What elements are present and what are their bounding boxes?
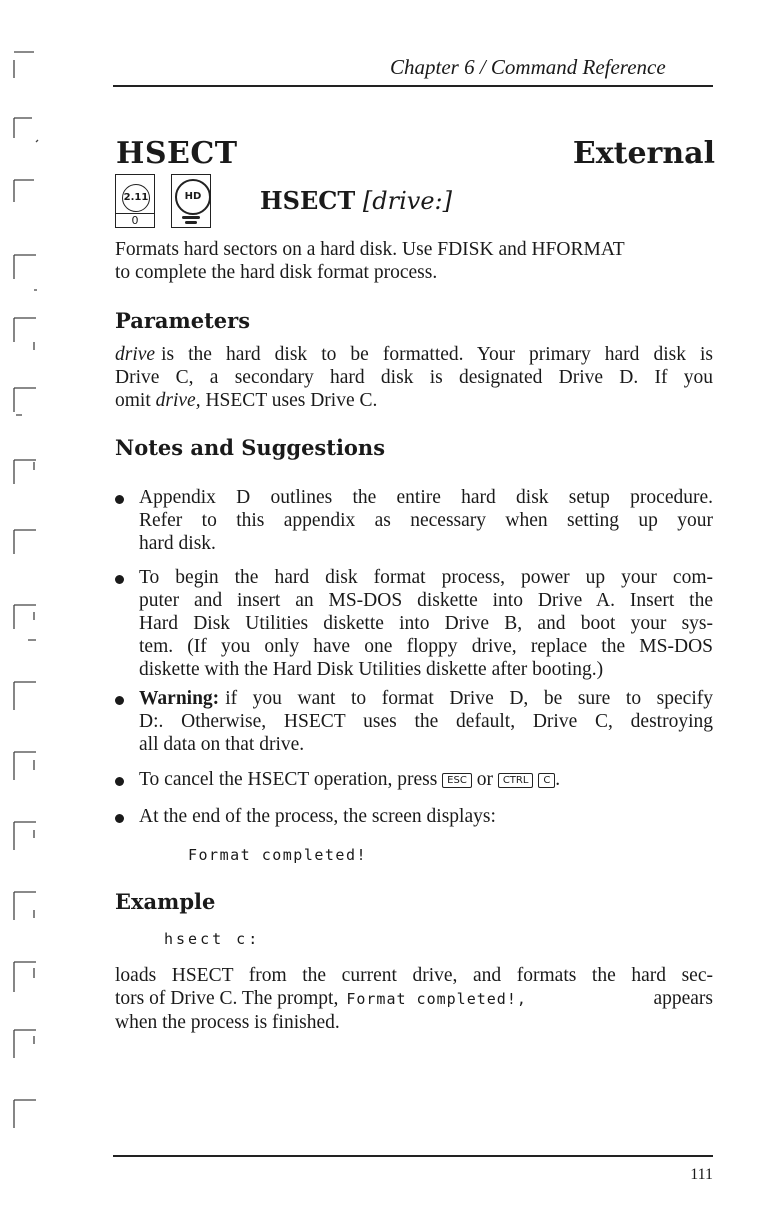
syntax-command: HSECT <box>260 186 356 215</box>
hard-disk-badge <box>171 174 211 228</box>
hd-base-bar <box>182 216 200 219</box>
intro-line: Formats hard sectors on a hard disk. Use FDISK and HFORMAT <box>115 239 625 260</box>
text-line: all data on that drive. <box>139 734 305 755</box>
warning-label: Warning: <box>139 688 220 709</box>
text-span: tors of Drive C. The prompt, <box>115 988 339 1009</box>
page-number: 111 <box>690 1166 713 1183</box>
param-text: is the hard disk to be formatted. Your primary hard disk is <box>161 344 713 365</box>
footer-rule <box>113 1155 713 1157</box>
screen-output: Format completed! <box>188 846 368 864</box>
text-line <box>139 687 713 710</box>
esc-key: ESC <box>442 773 472 788</box>
parameters-paragraph <box>115 343 713 412</box>
text-line: Appendix D outlines the entire hard disk setup procedure. <box>139 487 713 508</box>
notes-list-end <box>115 805 713 835</box>
c-key: C <box>538 773 555 788</box>
text-line: D:. Otherwise, HSECT uses the default, Drive C, destroying <box>139 711 713 732</box>
list-item-text <box>139 687 713 756</box>
list-item-text <box>139 768 713 791</box>
bullet-icon <box>115 814 124 823</box>
bullet-icon <box>115 696 124 705</box>
text-line: Hard Disk Utilities diskette into Drive B, and boot your sys- <box>139 613 713 634</box>
notes-list <box>115 486 713 806</box>
text-span: To cancel the HSECT operation, press <box>139 769 438 790</box>
intro-paragraph <box>115 238 713 284</box>
text-line: hard disk. <box>139 533 216 554</box>
text-line: puter and insert an MS-DOS diskette into Drive A. Insert the <box>139 590 713 611</box>
example-paragraph <box>115 964 713 1034</box>
version-sub: 0 <box>116 213 154 227</box>
param-line <box>115 389 713 412</box>
bullet-icon <box>115 575 124 584</box>
text-span: appears <box>653 988 713 1009</box>
syntax-argument: [drive:] <box>362 187 452 215</box>
version-number: 2.11 <box>122 184 150 212</box>
example-line: loads HSECT from the current drive, and formats the hard sec- <box>115 965 713 986</box>
text-line: diskette with the Hard Disk Utilities diskette after booting.) <box>139 659 604 680</box>
example-code: hsect c: <box>164 930 261 948</box>
text-line: Refer to this appendix as necessary when setting up your <box>139 510 713 531</box>
hd-base-bar <box>185 221 197 224</box>
notes-heading: Notes and Suggestions <box>115 435 386 460</box>
text-span: or <box>476 769 493 790</box>
list-item-text: At the end of the process, the screen displays: <box>139 806 496 827</box>
text-span: if you want to format Drive D, be sure to specify <box>225 688 713 709</box>
example-line <box>115 987 713 1011</box>
dos-version-badge <box>115 174 155 228</box>
command-syntax <box>260 186 452 215</box>
list-item-text <box>139 486 713 555</box>
parameters-heading: Parameters <box>115 308 251 333</box>
header-rule <box>113 85 713 87</box>
text-line: tem. (If you only have one floppy drive, replace the MS-DOS <box>139 636 713 657</box>
chapter-header: Chapter 6 / Command Reference <box>390 55 666 79</box>
bullet-icon <box>115 777 124 786</box>
example-line: when the process is finished. <box>115 1012 340 1033</box>
intro-line: to complete the hard disk format process. <box>115 262 438 283</box>
ctrl-key: CTRL <box>498 773 534 788</box>
param-line <box>115 343 713 366</box>
param-arg: drive <box>115 344 156 365</box>
command-name: HSECT <box>116 136 238 171</box>
text-line: To begin the hard disk format process, power up your com- <box>139 567 713 588</box>
bullet-icon <box>115 495 124 504</box>
param-line: Drive C, a secondary hard disk is designated Drive D. If you <box>115 367 713 388</box>
command-type: External <box>572 136 715 171</box>
hard-disk-icon: HD <box>175 179 211 215</box>
text-span: . <box>555 769 561 790</box>
example-heading: Example <box>115 889 216 914</box>
list-item-text <box>139 566 713 681</box>
inline-code: Format completed!, <box>346 990 527 1008</box>
param-text: HSECT uses Drive C. <box>205 390 378 411</box>
param-text: omit <box>115 390 151 411</box>
param-arg: drive, <box>155 390 201 411</box>
binding-marks <box>0 0 50 1219</box>
